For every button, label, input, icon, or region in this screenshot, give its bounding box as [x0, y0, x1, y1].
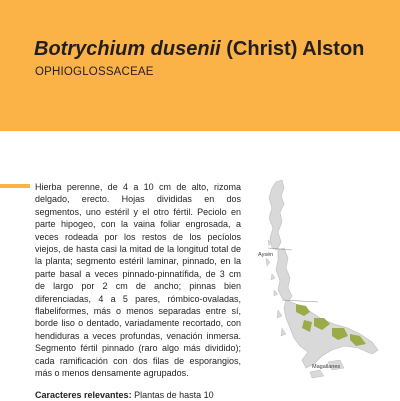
- map-label-aysen: Aysén: [258, 252, 274, 258]
- species-description: Hierba perenne, de 4 a 10 cm de alto, rizoma delgado, erecto. Hojas divididas en dos segmentos, uno estéril y el otro fértil. Peciolo en parte hipogeo, con la vaina foliar engrosada, a veces rodeada por los restos de los pecíolos viejos, de hasta casi la mitad de la longitud total de la planta; segmento estéril laminar, pinnado, en la parte basal a veces pinnado-pinnatífida, de 3 cm de largo por 2 cm de ancho; pinnas bien diferenciadas, 4 a 5 pares, rómbico-ovaladas, flabeliformes, más o menos separadas entre sí, borde liso o dentado, variadamente recortado, con hendiduras a veces profundas, venación inmersa. Segmento fértil pinnado (raro algo más dividido); cada ramificación con dos filas de esporangios, más o menos densamente agrupados.: [35, 182, 241, 379]
- relevant-characteristics: [35, 389, 241, 401]
- map-landmass-central: [276, 248, 292, 302]
- distribution-map-graphic: [248, 178, 388, 388]
- relevant-characteristics-text: Plantas de hasta 10: [134, 390, 214, 400]
- species-name: Botrychium dusenii: [34, 38, 221, 60]
- family-name: OPHIOGLOSSACEAE: [35, 66, 154, 78]
- map-landmass-north: [269, 180, 284, 250]
- header-band: [0, 0, 400, 131]
- map-label-magallanes: Magallanes: [312, 364, 341, 370]
- relevant-characteristics-label: Caracteres relevantes:: [35, 390, 132, 400]
- page-title: [34, 38, 364, 61]
- section-accent-bar: [0, 184, 30, 188]
- species-authority: (Christ) Alston: [226, 38, 365, 60]
- distribution-map: [248, 178, 388, 388]
